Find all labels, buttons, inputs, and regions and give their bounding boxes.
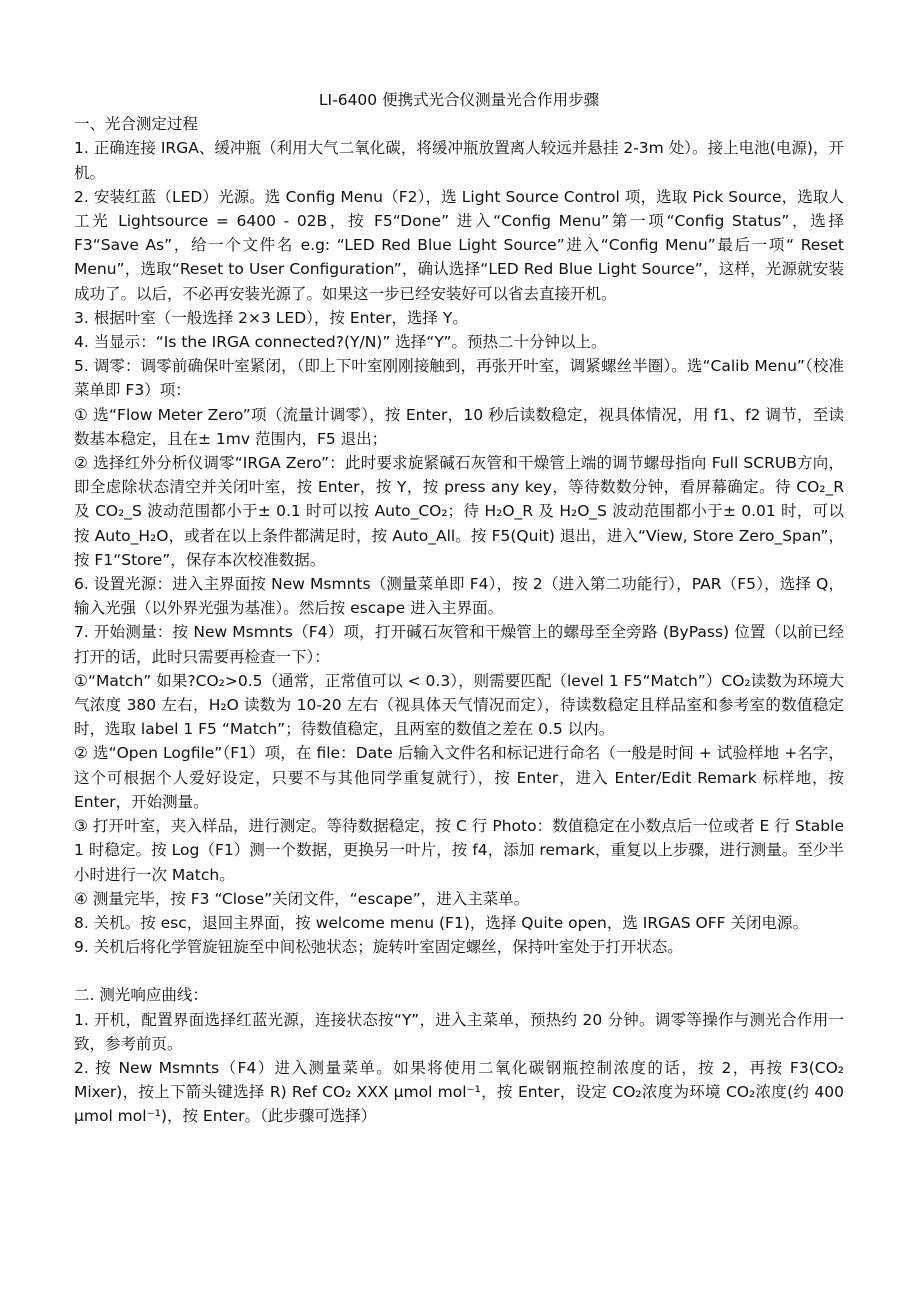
section-heading-1: 一、光合测定过程 (74, 115, 199, 134)
section-gap (74, 959, 844, 983)
step-7-sub-2: ② 选“Open Logfile”（F1）项，在 file：Date 后输入文件名和标记进行命名（一般是时间 + 试验样地 +名字，这个可根据个人爱好设定，只要不与其他同学重复就行），按 Enter，进入 Enter/Edit Remark 标样地，按 Enter，开始测量。 (74, 744, 844, 811)
page-title: LI-6400 便携式光合仪测量光合作用步骤 (318, 91, 600, 109)
step-7-sub-1: ①“Match” 如果?CO₂>0.5（通常，正常值可以 < 0.3），则需要匹配（level 1 F5“Match”）CO₂读数为环境大气浓度 380 左右，H₂O 读数为 10-20 左右（视具体天气情况而定），待读数稳定且样品室和参考室的数值稳定时，选取 label 1 F5 “Match”；待数值稳定，且两室的数值之差在 0.5 以内。 (74, 671, 844, 739)
step-8: 8. 关机。按 esc，退回主界面，按 welcome menu (F1)，选择 Quite open，选 IRGAS OFF 关闭电源。 (74, 913, 808, 932)
step-7: 7. 开始测量：按 New Msmnts（F4）项，打开碱石灰管和干燥管上的螺母至全旁路 (ByPass) 位置（以前已经打开的话，此时只需要再检查一下）： (74, 623, 844, 666)
step-2: 2. 安装红蓝（LED）光源。选 Config Menu（F2），选 Light Source Control 项，选取 Pick Source，选取人工光 Lightsource = 6400 - 02B，按 F5“Done” 进入“Config Menu”第一项“Config Status”，选择 F3“Save As”，给一个文件名 e.g: “LED Red Blue Light Source”进入“Config Menu”最后一项“ Reset Menu”，选取“Reset to User Configuration”，确认选择“LED Red Blue Light Source”，这样，光源就安装成功了。以后，不必再安装光源了。如果这一步已经安装好可以省去直接开机。 (74, 187, 844, 303)
step-3: 3. 根据叶室（一般选择 2×3 LED），按 Enter，选择 Y。 (74, 308, 468, 327)
step-1: 1. 正确连接 IRGA、缓冲瓶（利用大气二氧化碳，将缓冲瓶放置离人较远并悬挂 2-3m 处）。接上电池(电源)，开机。 (74, 139, 844, 182)
light-step-1: 1. 开机，配置界面选择红蓝光源，连接状态按“Y”，进入主菜单，预热约 20 分钟。调零等操作与测光合作用一致，参考前页。 (74, 1010, 844, 1053)
step-6: 6. 设置光源：进入主界面按 New Msmnts（测量菜单即 F4），按 2（进入第二功能行），PAR（F5），选择 Q，输入光强（以外界光强为基准）。然后按 escape 进入主界面。 (74, 575, 844, 618)
step-9: 9. 关机后将化学管旋钮旋至中间松弛状态；旋转叶室固定螺丝，保持叶室处于打开状态。 (74, 938, 683, 957)
step-5-sub-2: ② 选择红外分析仪调零“IRGA Zero”：此时要求旋紧碱石灰管和干燥管上端的调节螺母指向 Full SCRUB方向，即全虑除状态清空并关闭叶室，按 Enter，按 Y，按 press any key，等待数数分钟，看屏幕确定。待 CO₂_R 及 CO₂_S 波动范围都小于± 0.1 时可以按 Auto_CO₂；待 H₂O_R 及 H₂O_S 波动范围都小于± 0.01 时，可以按 Auto_H₂O，或者在以上条件都满足时，按 Auto_All。按 F5(Quit) 退出，进入“View, Store Zero_Span”，按 F1“Store”，保存本次校准数据。 (74, 454, 844, 569)
step-4: 4. 当显示：“Is the IRGA connected?(Y/N)” 选择“Y”。预热二十分钟以上。 (74, 333, 607, 352)
step-7-sub-4: ④ 测量完毕，按 F3 “Close”关闭文件，“escape”，进入主菜单。 (74, 889, 530, 908)
step-5-sub-1: ① 选“Flow Meter Zero”项（流量计调零），按 Enter，10 秒后读数稳定，视具体情况，用 f1、f2 调节，至读数基本稳定，且在± 1mv 范围内，F5 退出； (74, 405, 844, 448)
step-5: 5. 调零：调零前确保叶室紧闭，（即上下叶室刚刚接触到，再张开叶室，调紧螺丝半圈）。选“Calib Menu”（校准菜单即 F3）项： (74, 357, 844, 400)
light-step-2: 2. 按 New Msmnts（F4）进入测量菜单。如果将使用二氧化碳钢瓶控制浓度的话，按 2，再按 F3(CO₂ Mixer)，按上下箭头键选择 R) Ref CO₂ XXX μmol mol⁻¹，按 Enter，设定 CO₂浓度为环境 CO₂浓度(约 400 μmol mol⁻¹)，按 Enter。（此步骤可选择） (74, 1058, 844, 1126)
section-heading-2: 二. 测光响应曲线： (74, 986, 208, 1005)
step-7-sub-3: ③ 打开叶室，夹入样品，进行测定。等待数据稳定，按 C 行 Photo：数值稳定在小数点后一位或者 E 行 Stable 1 时稳定。按 Log（F1）测一个数据，更换另一叶片，按 f4，添加 remark，重复以上步骤，进行测量。至少半小时进行一次 Match。 (74, 817, 844, 884)
